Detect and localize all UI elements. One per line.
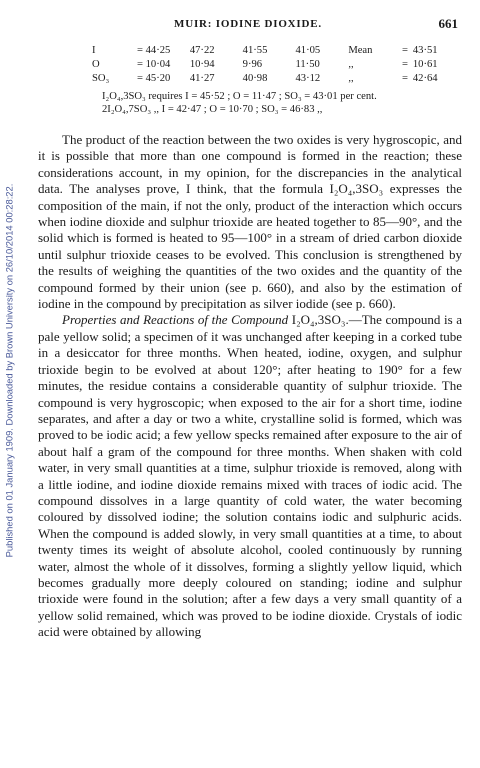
value-cell: = 10·04	[137, 59, 171, 70]
download-watermark	[2, 60, 16, 680]
mean-value: 10·61	[412, 59, 438, 70]
value-cell: = 45·20	[137, 73, 171, 84]
section-heading: Properties and Reactions of the Compound	[62, 312, 289, 328]
value-cell: 41·27	[189, 73, 215, 84]
article-body	[38, 132, 462, 641]
table-row	[92, 44, 452, 58]
element-label: SO₃	[92, 73, 110, 84]
section-formula: I₂O₄,3SO₃.—	[288, 312, 362, 328]
value-cell: 41·05	[295, 45, 321, 56]
download-note: Published on 01 January 1909. Downloaded by Brown University on 26/10/2014 00:28:22.	[3, 183, 15, 557]
mean-label: ,,	[348, 59, 354, 70]
formula-requirements	[102, 90, 462, 116]
value-cell: 10·94	[189, 59, 215, 70]
paragraph: The product of the reaction between the two oxides is very hygroscopic, and it is possible that more than one compound is formed in the reaction; these considerations account, in my opinion, for the discrepancies in the analytical data. The analyses prove, I think, that the formula I₂O₄,3SO₃ expresses the composition of the main, if not the only, product of the interaction which occurs when iodine dioxide and sulphur trioxide are heated together to 85—90°, and the solid which is formed is heated to 95—100° in a stream of dried carbon dioxide until sulphur trioxide ceases to be evolved. This conclusion is strengthened by the results of weighing the quantities of the two oxides and the quantity of the compound formed by their union (see p. 660), and also by the estimation of iodine in the compound by precipitation as silver iodide (see p. 660).	[38, 132, 462, 312]
equals-sign: =	[402, 73, 409, 84]
page-header	[38, 18, 458, 34]
paragraph	[38, 312, 462, 640]
page-number: 661	[438, 16, 458, 31]
requirement-line: I₂O₄,3SO₃ requires I = 45·52 ; O = 11·47 ; SO₃ = 43·01 per cent.	[102, 91, 377, 102]
mean-value: 42·64	[412, 73, 438, 84]
value-cell: 11·50	[295, 59, 320, 70]
element-label: O	[92, 59, 100, 70]
value-cell: 43·12	[295, 73, 321, 84]
running-head: MUIR: IODINE DIOXIDE.	[174, 18, 322, 30]
element-label: I	[92, 45, 96, 56]
value-cell: 9·96	[242, 59, 263, 70]
paragraph-text: The compound is a pale yellow solid; a specimen of it was unchanged after keeping in a corked tube in a desiccator for three months. When heated, iodine, oxygen, and sulphur trioxide begin to be evolved at about 120°; after heating to 190° for a few minutes, the residue contains a considerable quantity of sulphur trioxide. The compound is very hygroscopic; when exposed to the air for a short time, iodine separates, and after a day or two a white, crystalline solid is formed, which was proved to be iodic acid; a few yellow specks remained after exposure to the air of about half a gram of the compound for three months. When shaken with cold water, in very small quantities at a time, sulphur trioxide is removed, along with a little iodine, and iodine dioxide remains mixed with traces of iodic acid. The compound dissolves in a large quantity of cold water, the water becoming coloured by dissolved iodine; the solution contains iodic and sulphuric acids. When the compound is added slowly, in very small quantities at a time, to about twenty times its weight of absolute alcohol, cooled continuously by running water, almost the whole of it dissolves, forming a slightly yellow liquid, which becomes gradually more deeply coloured on standing; iodine and sulphur trioxide were found in the solution; after a few days a very small quantity of a yellow solid remained, which was proved to be iodine dioxide. Crystals of iodic acid were obtained by allowing	[38, 312, 463, 640]
value-cell: 47·22	[189, 45, 215, 56]
analysis-table	[92, 44, 452, 86]
requirement-line: 2I₂O₄,7SO₃ ,, I = 42·47 ; O = 10·70 ; SO₃ = 46·83 ,,	[102, 104, 323, 115]
table-row	[92, 58, 452, 72]
mean-label: ,,	[348, 73, 354, 84]
value-cell: 40·98	[242, 73, 268, 84]
mean-label: Mean	[348, 45, 373, 56]
equals-sign: =	[402, 59, 409, 70]
mean-value: 43·51	[412, 45, 438, 56]
table-row	[92, 72, 452, 86]
value-cell: = 44·25	[137, 45, 171, 56]
equals-sign: =	[402, 45, 409, 56]
value-cell: 41·55	[242, 45, 268, 56]
